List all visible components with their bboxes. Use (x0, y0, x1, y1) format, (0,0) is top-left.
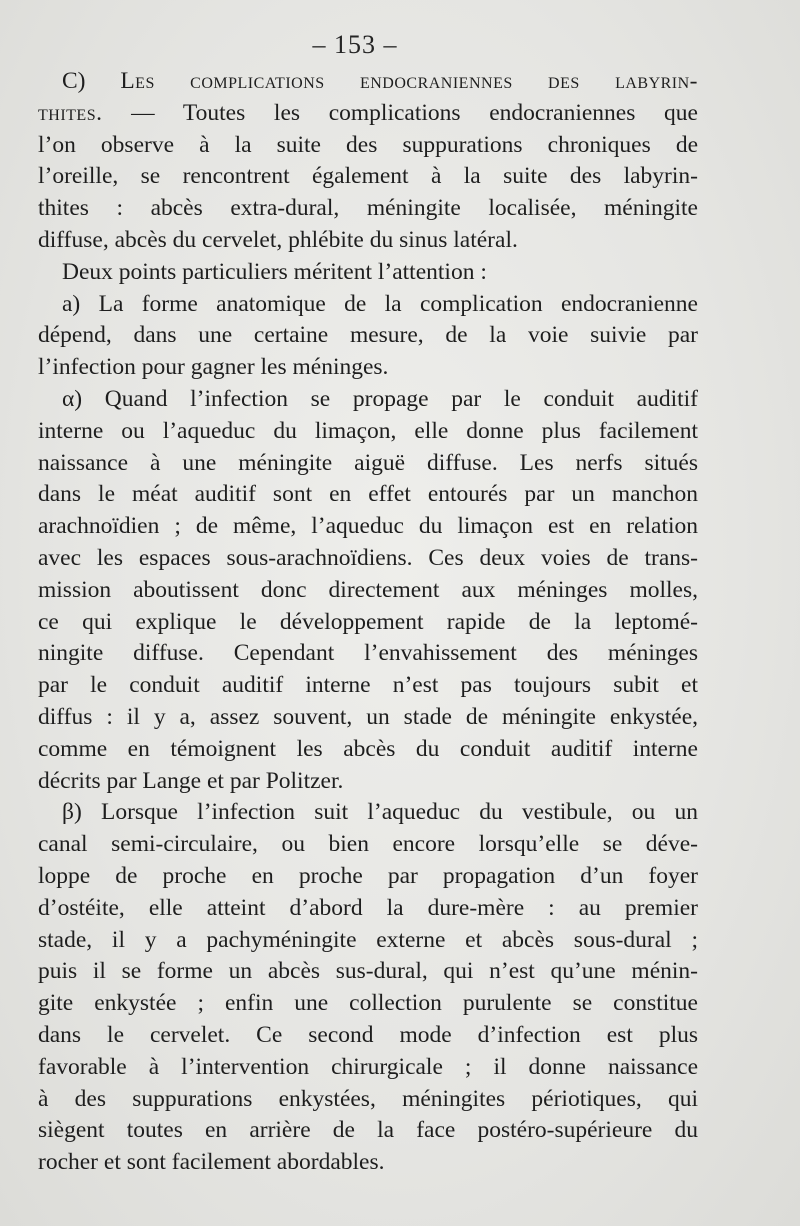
text-line: interne ou l’aqueduc du limaçon, elle donne plus facilement (38, 417, 698, 444)
section-heading: Les complications endocraniennes des labyrin- (120, 68, 699, 94)
text-line: dans le cervelet. Ce second mode d’infection est plus (38, 1021, 698, 1048)
text-line: dans le méat auditif sont en effet entourés par un manchon (38, 481, 698, 508)
text-line: ce qui explique le développement rapide de la leptomé- (38, 608, 698, 635)
text-line: rocher et sont facilement abordables. (38, 1149, 385, 1176)
text-line: diffuse, abcès du cervelet, phlébite du sinus latéral. (38, 226, 518, 253)
text-line: loppe de proche en proche par propagation d’un foyer (38, 862, 698, 889)
text-line: α) Quand l’infection se propage par le conduit auditif (62, 385, 698, 412)
text-line: l’oreille, se rencontrent également à la suite des labyrin- (38, 163, 698, 190)
text-line: comme en témoignent les abcès du conduit auditif interne (38, 735, 698, 762)
text-line: ningite diffuse. Cependant l’envahissement des méninges (38, 640, 698, 667)
section-heading: thites. (38, 99, 103, 126)
text-line: siègent toutes en arrière de la face postéro-supérieure du (38, 1117, 698, 1144)
text-line: Deux points particuliers méritent l’attention : (62, 258, 487, 285)
text-line (38, 98, 698, 130)
text-line (38, 66, 698, 98)
text-line: stade, il y a pachyméningite externe et abcès sous-dural ; (38, 926, 698, 953)
body-text (38, 66, 698, 1179)
text-line: décrits par Lange et par Politzer. (38, 767, 344, 794)
text-fragment: — Toutes les complications endocraniennes que (102, 99, 698, 126)
text-line: canal semi-circulaire, ou bien encore lorsqu’elle se déve- (38, 831, 698, 858)
text-line: naissance à une méningite aiguë diffuse. Les nerfs situés (38, 449, 698, 476)
text-line: dépend, dans une certaine mesure, de la voie suivie par (38, 322, 698, 349)
text-line: à des suppurations enkystées, méningites périotiques, qui (38, 1085, 698, 1112)
section-letter: C) (62, 68, 121, 94)
text-line: puis il se forme un abcès sus-dural, qui n’est qu’une ménin- (38, 958, 698, 985)
text-line: a) La forme anatomique de la complication endocranienne (62, 290, 698, 317)
text-line: thites : abcès extra-dural, méningite localisée, méningite (38, 195, 698, 222)
text-line: d’ostéite, elle atteint d’abord la dure-mère : au premier (38, 894, 698, 921)
text-line: l’on observe à la suite des suppurations chroniques de (38, 131, 698, 158)
text-line: β) Lorsque l’infection suit l’aqueduc du vestibule, ou un (62, 799, 698, 826)
text-line: l’infection pour gagner les méninges. (38, 354, 389, 381)
text-line: par le conduit auditif interne n’est pas toujours subit et (38, 672, 698, 699)
text-line: avec les espaces sous-arachnoïdiens. Ces deux voies de trans- (38, 544, 698, 571)
text-line: mission aboutissent donc directement aux méninges molles, (38, 576, 698, 603)
text-line: favorable à l’intervention chirurgicale ; il donne naissance (38, 1053, 698, 1080)
text-line: diffus : il y a, assez souvent, un stade de méningite enkystée, (38, 703, 698, 730)
text-line: arachnoïdien ; de même, l’aqueduc du limaçon est en relation (38, 513, 698, 540)
text-line: gite enkystée ; enfin une collection purulente se constitue (38, 990, 698, 1017)
page-number: – 153 – (312, 30, 398, 59)
